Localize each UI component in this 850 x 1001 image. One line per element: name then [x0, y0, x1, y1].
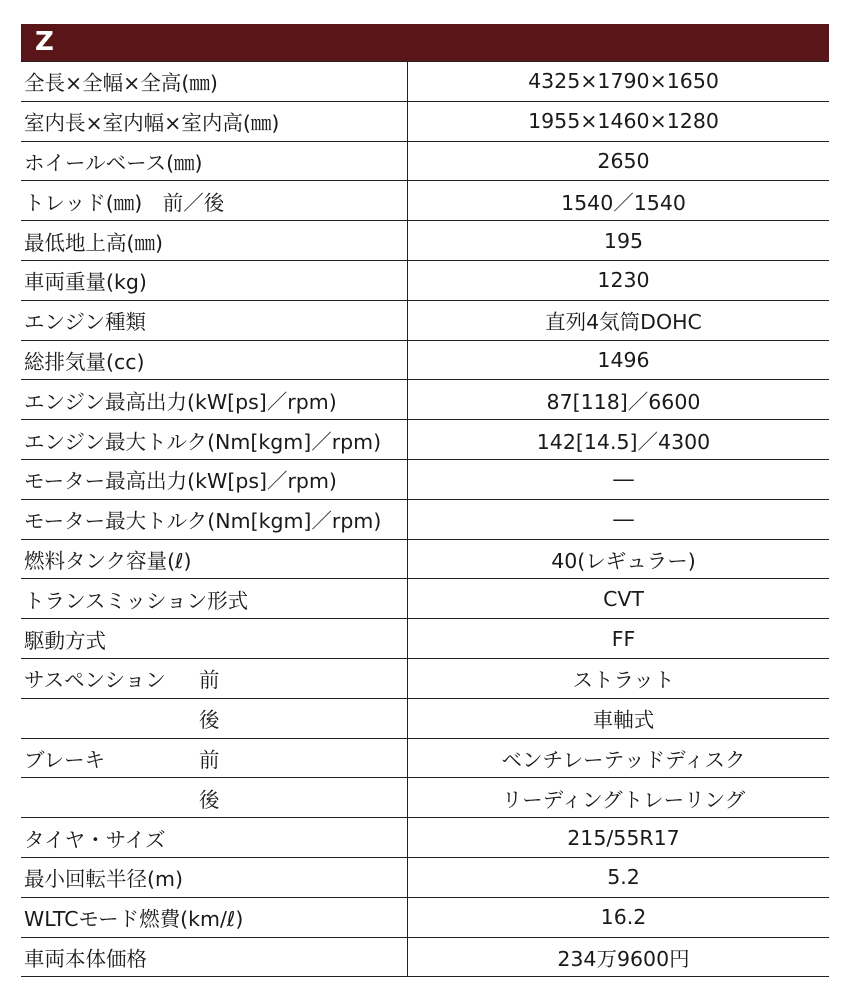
- spec-label-cell: [21, 380, 408, 419]
- spec-label-cell: [21, 579, 408, 618]
- spec-value: 234万9600円: [557, 946, 690, 971]
- grade-header: Z: [21, 24, 829, 61]
- spec-row: [21, 857, 829, 897]
- spec-label: エンジン最高出力(kW[ps]／rpm): [24, 389, 337, 414]
- spec-value: 142[14.5]／4300: [536, 429, 711, 454]
- spec-label: ブレーキ: [24, 747, 106, 772]
- spec-label-cell: [21, 659, 408, 698]
- spec-row: [21, 220, 829, 260]
- spec-label-cell: [21, 898, 408, 937]
- spec-value: 4325×1790×1650: [528, 69, 719, 94]
- spec-label: 全長×全幅×全高(㎜): [24, 71, 218, 96]
- spec-row: [21, 698, 829, 738]
- spec-row: [21, 817, 829, 857]
- spec-sub-label: 前: [199, 668, 220, 693]
- spec-label: モーター最大トルク(Nm[kgm]／rpm): [24, 509, 382, 534]
- spec-label-cell: [21, 500, 408, 539]
- spec-label-cell: [21, 142, 408, 181]
- spec-label: エンジン種類: [24, 310, 146, 335]
- spec-value: 直列4気筒DOHC: [545, 310, 702, 335]
- spec-label: 最小回転半径(m): [24, 867, 183, 892]
- spec-label-cell: [21, 301, 408, 340]
- spec-row: [21, 897, 829, 937]
- spec-value: 5.2: [607, 865, 640, 890]
- spec-value: 1496: [597, 347, 650, 372]
- spec-label-cell: [21, 778, 408, 817]
- spec-value: ストラット: [572, 668, 675, 693]
- spec-label-cell: [21, 460, 408, 499]
- spec-value: 1230: [597, 268, 650, 293]
- spec-value: 215/55R17: [567, 825, 680, 850]
- spec-value: リーディングトレーリング: [501, 787, 746, 812]
- spec-row: [21, 180, 829, 220]
- spec-label-cell: [21, 181, 408, 220]
- spec-row: [21, 578, 829, 618]
- spec-table: [21, 24, 829, 977]
- spec-label-cell: [21, 858, 408, 897]
- spec-label: モーター最高出力(kW[ps]／rpm): [24, 469, 337, 494]
- spec-label: サスペンション: [24, 668, 166, 693]
- spec-row: [21, 260, 829, 300]
- spec-label-cell: [21, 938, 408, 977]
- spec-row: [21, 499, 829, 539]
- spec-label-cell: [21, 619, 408, 658]
- spec-label: 総排気量(cc): [24, 349, 145, 374]
- spec-row: [21, 340, 829, 380]
- spec-label-cell: [21, 739, 408, 778]
- spec-label-cell: [21, 102, 408, 141]
- spec-row: [21, 379, 829, 419]
- spec-label: トランスミッション形式: [24, 588, 249, 613]
- spec-value: 1955×1460×1280: [528, 109, 719, 134]
- spec-label-cell: [21, 420, 408, 459]
- spec-row: [21, 937, 829, 977]
- spec-label: 駆動方式: [24, 628, 106, 653]
- spec-label-cell: [21, 818, 408, 857]
- spec-label-cell: [21, 540, 408, 579]
- spec-label: トレッド(㎜) 前／後: [24, 190, 225, 215]
- spec-value: 195: [603, 228, 644, 253]
- spec-label-cell: [21, 221, 408, 260]
- spec-row: [21, 101, 829, 141]
- spec-row: [21, 300, 829, 340]
- spec-row: [21, 141, 829, 181]
- spec-value: 16.2: [600, 905, 647, 930]
- spec-label: ホイールベース(㎜): [24, 150, 203, 175]
- spec-label-cell: [21, 341, 408, 380]
- spec-value: 1540／1540: [561, 190, 686, 215]
- spec-label-cell: [21, 62, 408, 101]
- spec-label: WLTCモード燃費(km/ℓ): [24, 907, 244, 932]
- spec-sub-label: 後: [199, 708, 220, 733]
- spec-value: ベンチレーテッドディスク: [501, 747, 746, 772]
- spec-value: CVT: [603, 586, 644, 611]
- spec-value: ―: [613, 507, 634, 532]
- spec-value: 車軸式: [592, 708, 655, 733]
- spec-label-cell: [21, 261, 408, 300]
- spec-value: 40(レギュラー): [551, 548, 696, 573]
- spec-label: 室内長×室内幅×室内高(㎜): [24, 111, 280, 136]
- spec-label: 車両重量(kg): [24, 270, 147, 295]
- spec-rows: [21, 61, 829, 977]
- spec-label: タイヤ・サイズ: [24, 827, 166, 852]
- spec-row: [21, 459, 829, 499]
- spec-label-cell: [21, 699, 408, 738]
- spec-label: 燃料タンク容量(ℓ): [24, 548, 192, 573]
- spec-value: 2650: [597, 148, 650, 173]
- spec-row: [21, 61, 829, 101]
- spec-label: エンジン最大トルク(Nm[kgm]／rpm): [24, 429, 382, 454]
- spec-value: ―: [613, 467, 634, 492]
- spec-value: FF: [611, 626, 636, 651]
- spec-row: [21, 539, 829, 579]
- spec-sub-label: 前: [199, 747, 220, 772]
- spec-value: 87[118]／6600: [546, 389, 701, 414]
- spec-row: [21, 777, 829, 817]
- spec-row: [21, 738, 829, 778]
- spec-row: [21, 419, 829, 459]
- spec-sub-label: 後: [199, 787, 220, 812]
- spec-label: 車両本体価格: [24, 946, 147, 971]
- spec-row: [21, 658, 829, 698]
- spec-label: 最低地上高(㎜): [24, 230, 163, 255]
- spec-row: [21, 618, 829, 658]
